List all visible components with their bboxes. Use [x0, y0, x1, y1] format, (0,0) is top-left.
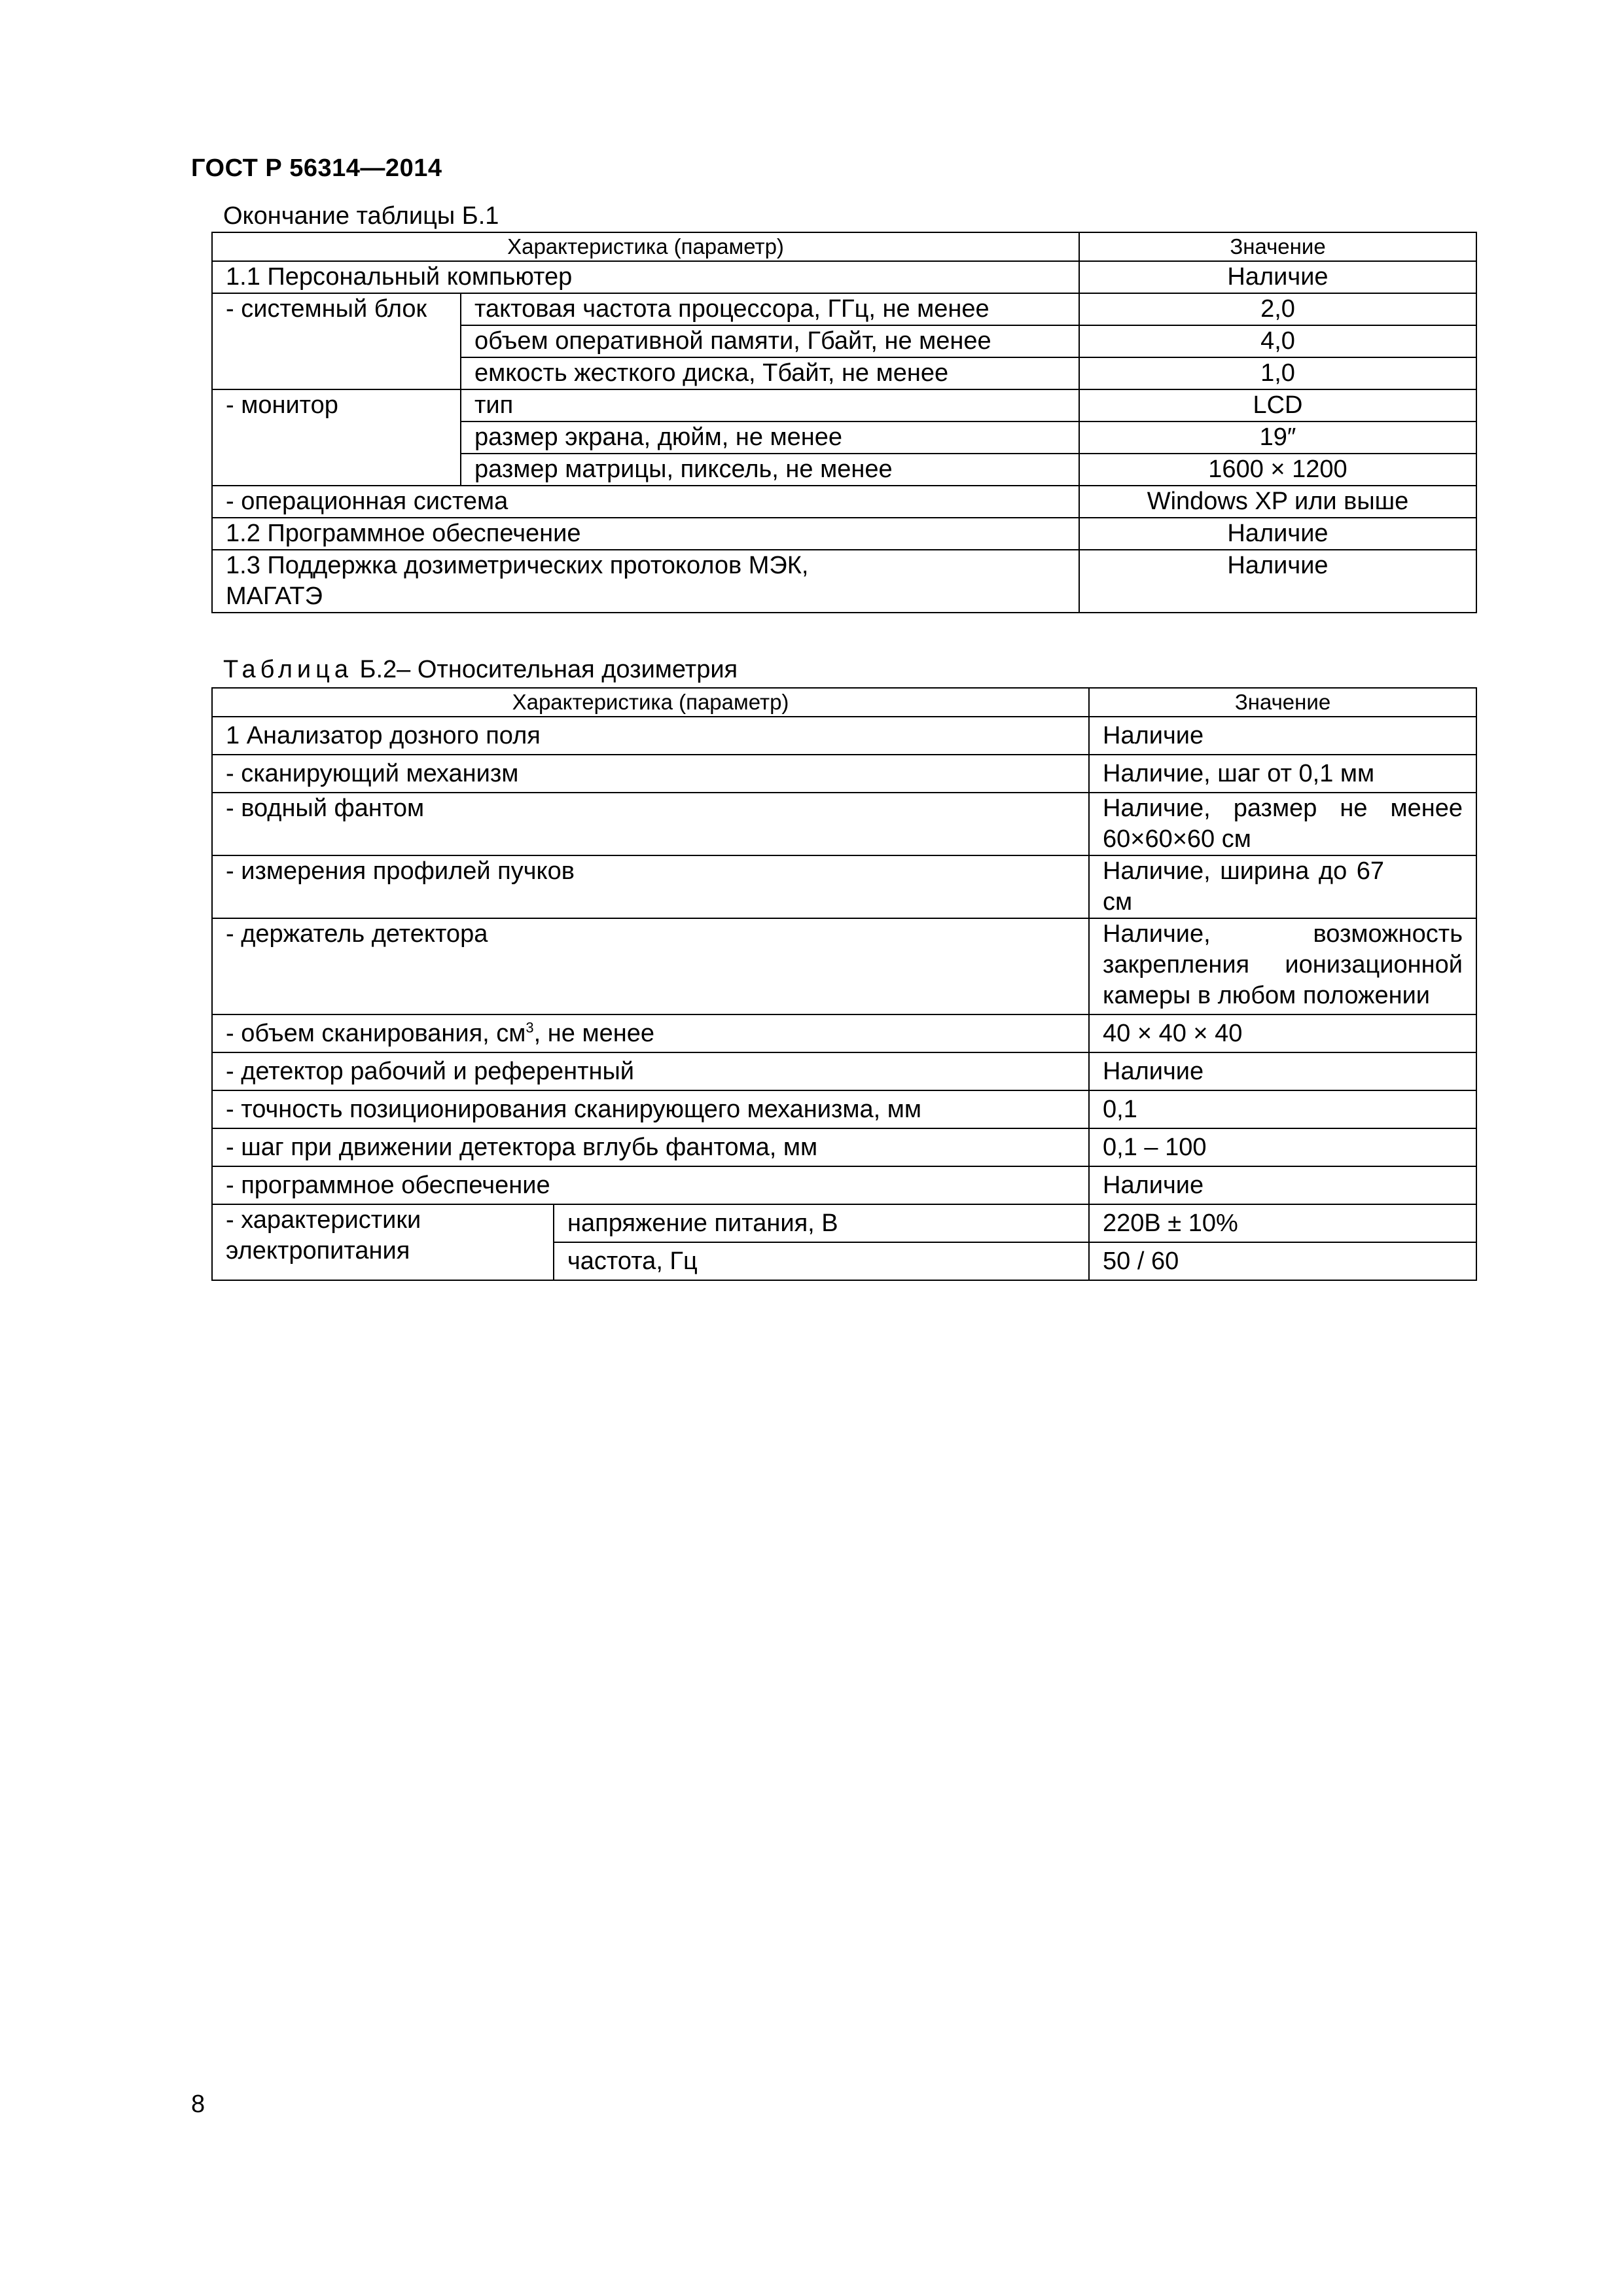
- row-label: - детектор рабочий и референтный: [212, 1052, 1089, 1090]
- row-param: напряжение питания, В: [554, 1204, 1089, 1242]
- row-value: 4,0: [1079, 325, 1476, 357]
- column-header-value: Значение: [1079, 232, 1476, 261]
- group-label-power: - характеристики электропитания: [212, 1204, 554, 1280]
- row-value: Наличие: [1079, 261, 1476, 293]
- row-value: Windows XP или выше: [1079, 486, 1476, 518]
- table-b1: [211, 232, 1477, 613]
- table-row: [212, 389, 1476, 422]
- table-row: [212, 1090, 1476, 1128]
- table-row: [212, 486, 1476, 518]
- superscript: 3: [526, 1019, 534, 1036]
- row-value: 0,1: [1089, 1090, 1476, 1128]
- table-row: [212, 793, 1476, 855]
- row-value: 2,0: [1079, 293, 1476, 325]
- table-row: [212, 855, 1476, 918]
- row-value: 0,1 – 100: [1089, 1128, 1476, 1166]
- column-header-param: Характеристика (параметр): [212, 688, 1089, 717]
- row-value: 40 × 40 × 40: [1089, 1014, 1476, 1052]
- row-value: 1600 × 1200: [1079, 454, 1476, 486]
- row-label: - операционная система: [212, 486, 1079, 518]
- table-b2-caption: [223, 656, 738, 684]
- row-value: Наличие: [1089, 717, 1476, 755]
- document-header: ГОСТ Р 56314—2014: [191, 154, 442, 182]
- table-row: [212, 1014, 1476, 1052]
- row-value: Наличие, ширина до 67 см: [1089, 855, 1476, 918]
- table-row: [212, 1052, 1476, 1090]
- row-value: Наличие, размер не менее 60×60×60 см: [1089, 793, 1476, 855]
- row-param: тип: [461, 389, 1079, 422]
- row-value: LCD: [1079, 389, 1476, 422]
- table-row: [212, 1204, 1476, 1242]
- column-header-param: Характеристика (параметр): [212, 232, 1079, 261]
- caption-text: Б.2– Относительная дозиметрия: [353, 656, 738, 683]
- row-value: Наличие: [1089, 1166, 1476, 1204]
- row-label: - водный фантом: [212, 793, 1089, 855]
- caption-prefix: Таблица: [223, 656, 353, 683]
- row-value: 220В ± 10%: [1089, 1204, 1476, 1242]
- row-value: Наличие: [1089, 1052, 1476, 1090]
- group-label-system-block: - системный блок: [212, 293, 461, 389]
- row-label: - сканирующий механизм: [212, 755, 1089, 793]
- table-row: [212, 550, 1476, 613]
- row-label: [212, 1014, 1089, 1052]
- row-value: Наличие: [1079, 518, 1476, 550]
- row-label: - шаг при движении детектора вглубь фантома, мм: [212, 1128, 1089, 1166]
- row-label: 1.3 Поддержка дозиметрических протоколов МЭК, МАГАТЭ: [212, 550, 1079, 613]
- row-value: 50 / 60: [1089, 1242, 1476, 1280]
- row-param: тактовая частота процессора, ГГц, не менее: [461, 293, 1079, 325]
- page-number: 8: [191, 2090, 205, 2118]
- row-label: - точность позиционирования сканирующего механизма, мм: [212, 1090, 1089, 1128]
- row-value: 19″: [1079, 422, 1476, 454]
- table-b2: [211, 687, 1477, 1281]
- row-param: размер матрицы, пиксель, не менее: [461, 454, 1079, 486]
- column-header-value: Значение: [1089, 688, 1476, 717]
- table-b1-caption: Окончание таблицы Б.1: [223, 202, 499, 230]
- row-param: частота, Гц: [554, 1242, 1089, 1280]
- row-param: размер экрана, дюйм, не менее: [461, 422, 1079, 454]
- row-label: 1.1 Персональный компьютер: [212, 261, 1079, 293]
- label-text: - объем сканирования, см: [226, 1020, 526, 1047]
- row-value: 1,0: [1079, 357, 1476, 389]
- row-param: емкость жесткого диска, Тбайт, не менее: [461, 357, 1079, 389]
- row-param: объем оперативной памяти, Гбайт, не менее: [461, 325, 1079, 357]
- table-row: [212, 261, 1476, 293]
- row-label: - измерения профилей пучков: [212, 855, 1089, 918]
- table-row: [212, 518, 1476, 550]
- group-label-monitor: - монитор: [212, 389, 461, 486]
- table-row: [212, 1166, 1476, 1204]
- row-label: - программное обеспечение: [212, 1166, 1089, 1204]
- row-value: Наличие, шаг от 0,1 мм: [1089, 755, 1476, 793]
- table-row: [212, 755, 1476, 793]
- table-row: [212, 293, 1476, 325]
- row-label: 1.2 Программное обеспечение: [212, 518, 1079, 550]
- row-value: Наличие, возможность закрепления ионизационной камеры в любом положении: [1089, 918, 1476, 1014]
- row-value: Наличие: [1079, 550, 1476, 613]
- row-label: 1 Анализатор дозного поля: [212, 717, 1089, 755]
- table-row: [212, 717, 1476, 755]
- label-text-suffix: , не менее: [533, 1020, 654, 1047]
- table-row: [212, 918, 1476, 1014]
- table-header-row: [212, 688, 1476, 717]
- table-header-row: [212, 232, 1476, 261]
- row-label: - держатель детектора: [212, 918, 1089, 1014]
- table-row: [212, 1128, 1476, 1166]
